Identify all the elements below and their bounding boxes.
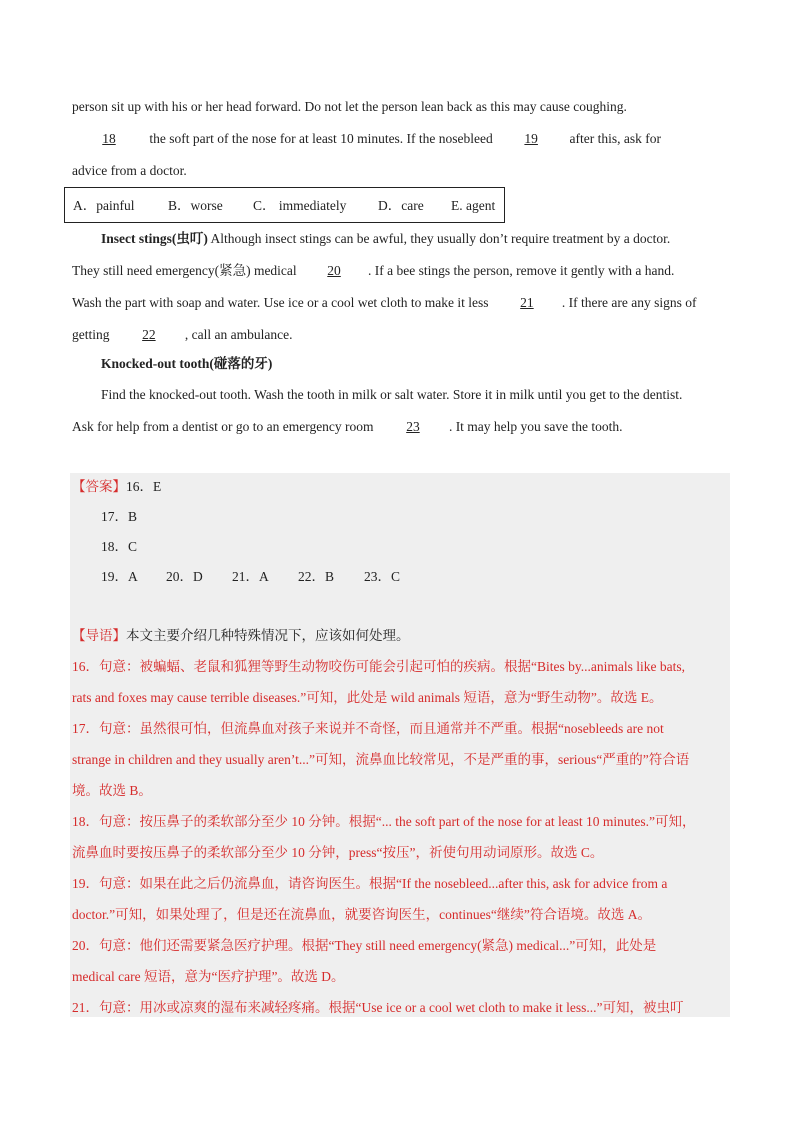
insect-line-1 <box>101 230 670 248</box>
explanation-line: 21．句意：用冰或凉爽的湿布来减轻疼痛。根据“Use ice or a cool wet cloth to make it less...”可知，被虫叮 <box>72 1000 684 1015</box>
guide-label: 【导语】 <box>72 628 126 643</box>
passage-text: after this, ask for <box>566 131 661 146</box>
answer-19: 19．A <box>101 569 138 584</box>
explanation-line: strange in children and they usually aren’t...”可知，流鼻血比较常见，不是严重的事，serious“严重的”符合语 <box>72 752 690 767</box>
explanation-line: 18．句意：按压鼻子的柔软部分至少 10 分钟。根据“... the soft part of the nose for at least 10 minutes.”可知， <box>72 814 696 829</box>
guide-intro-row <box>72 627 410 645</box>
insect-line-3 <box>72 294 697 312</box>
explanation-line: 境。故选 B。 <box>72 783 152 798</box>
answer-label: 【答案】 <box>72 479 126 494</box>
passage-text: . It may help you save the tooth. <box>448 419 623 434</box>
passage-text: the soft part of the nose for at least 10 minutes. If the nosebleed <box>146 131 497 146</box>
passage-text: Wash the part with soap and water. Use ice or a cool wet cloth to make it less <box>72 295 492 310</box>
answer-21: 21．A <box>232 569 269 584</box>
answer-23: 23．C <box>364 569 401 584</box>
passage-text: Ask for help from a dentist or go to an emergency room <box>72 419 377 434</box>
passage-text: They still need emergency(紧急) medical <box>72 263 301 278</box>
option-e: E. agent <box>451 198 496 213</box>
answer-row-16 <box>72 478 161 496</box>
insect-line-2 <box>72 262 674 280</box>
blank-19: 19 <box>524 131 538 146</box>
explanation-line: 19．句意：如果在此之后仍流鼻血，请咨询医生。根据“If the nosebleed...after this, ask for advice from a <box>72 876 668 891</box>
passage-line-1: person sit up with his or her head forward. Do not let the person lean back as this may cause coughing. <box>72 99 627 114</box>
option-d: D．care <box>378 198 424 213</box>
options-box <box>64 187 505 223</box>
answer-20: 20．D <box>166 569 203 584</box>
explanation-line: rats and foxes may cause terrible diseases.”可知，此处是 wild animals 短语，意为“野生动物”。故选 E。 <box>72 690 663 705</box>
passage-line-3: advice from a doctor. <box>72 163 187 178</box>
answer-16: 16．E <box>126 479 162 494</box>
explanation-line: 流鼻血时要按压鼻子的柔软部分至少 10 分钟，press“按压”，祈使句用动词原形。故选 C。 <box>72 845 604 860</box>
passage-line-2 <box>72 130 661 148</box>
explanation-line: 20．句意：他们还需要紧急医疗护理。根据“They still need emergency(紧急) medical...”可知，此处是 <box>72 938 657 953</box>
blank-21: 21 <box>520 295 534 310</box>
passage-text: Although insect stings can be awful, they usually don’t require treatment by a doctor. <box>207 231 671 246</box>
blank-18: 18 <box>102 131 116 146</box>
answer-22: 22．B <box>298 569 335 584</box>
answer-17: 17．B <box>101 509 138 524</box>
answer-18: 18．C <box>101 539 138 554</box>
guide-intro: 本文主要介绍几种特殊情况下，应该如何处理。 <box>126 628 410 643</box>
option-c: C． immediately <box>253 198 347 213</box>
blank-22: 22 <box>142 327 156 342</box>
tooth-line-1: Find the knocked-out tooth. Wash the tooth in milk or salt water. Store it in milk until you get to the dentist. <box>101 387 683 402</box>
tooth-line-2 <box>72 418 623 436</box>
tooth-heading: Knocked-out tooth(碰落的牙) <box>101 356 273 371</box>
blank-23: 23 <box>406 419 420 434</box>
option-b: B．worse <box>168 198 223 213</box>
passage-text: getting <box>72 327 113 342</box>
explanation-line: doctor.”可知，如果处理了，但是还在流鼻血，就要咨询医生，continues“继续”符合语境。故选 A。 <box>72 907 651 922</box>
passage-text: . If a bee stings the person, remove it gently with a hand. <box>368 263 675 278</box>
explanation-line: medical care 短语，意为“医疗护理”。故选 D。 <box>72 969 345 984</box>
passage-text: , call an ambulance. <box>184 327 293 342</box>
explanation-line: 16．句意：被蝙蝠、老鼠和狐狸等野生动物咬伤可能会引起可怕的疾病。根据“Bites by...animals like bats, <box>72 659 685 674</box>
insect-line-4 <box>72 326 292 344</box>
insect-heading: Insect stings(虫叮) <box>101 231 208 246</box>
blank-20: 20 <box>327 263 341 278</box>
passage-text: . If there are any signs of <box>561 295 697 310</box>
option-a: A．painful <box>73 198 135 213</box>
answer-panel <box>70 473 730 1017</box>
explanation-line: 17．句意：虽然很可怕，但流鼻血对孩子来说并不奇怪，而且通常并不严重。根据“nosebleeds are not <box>72 721 664 736</box>
